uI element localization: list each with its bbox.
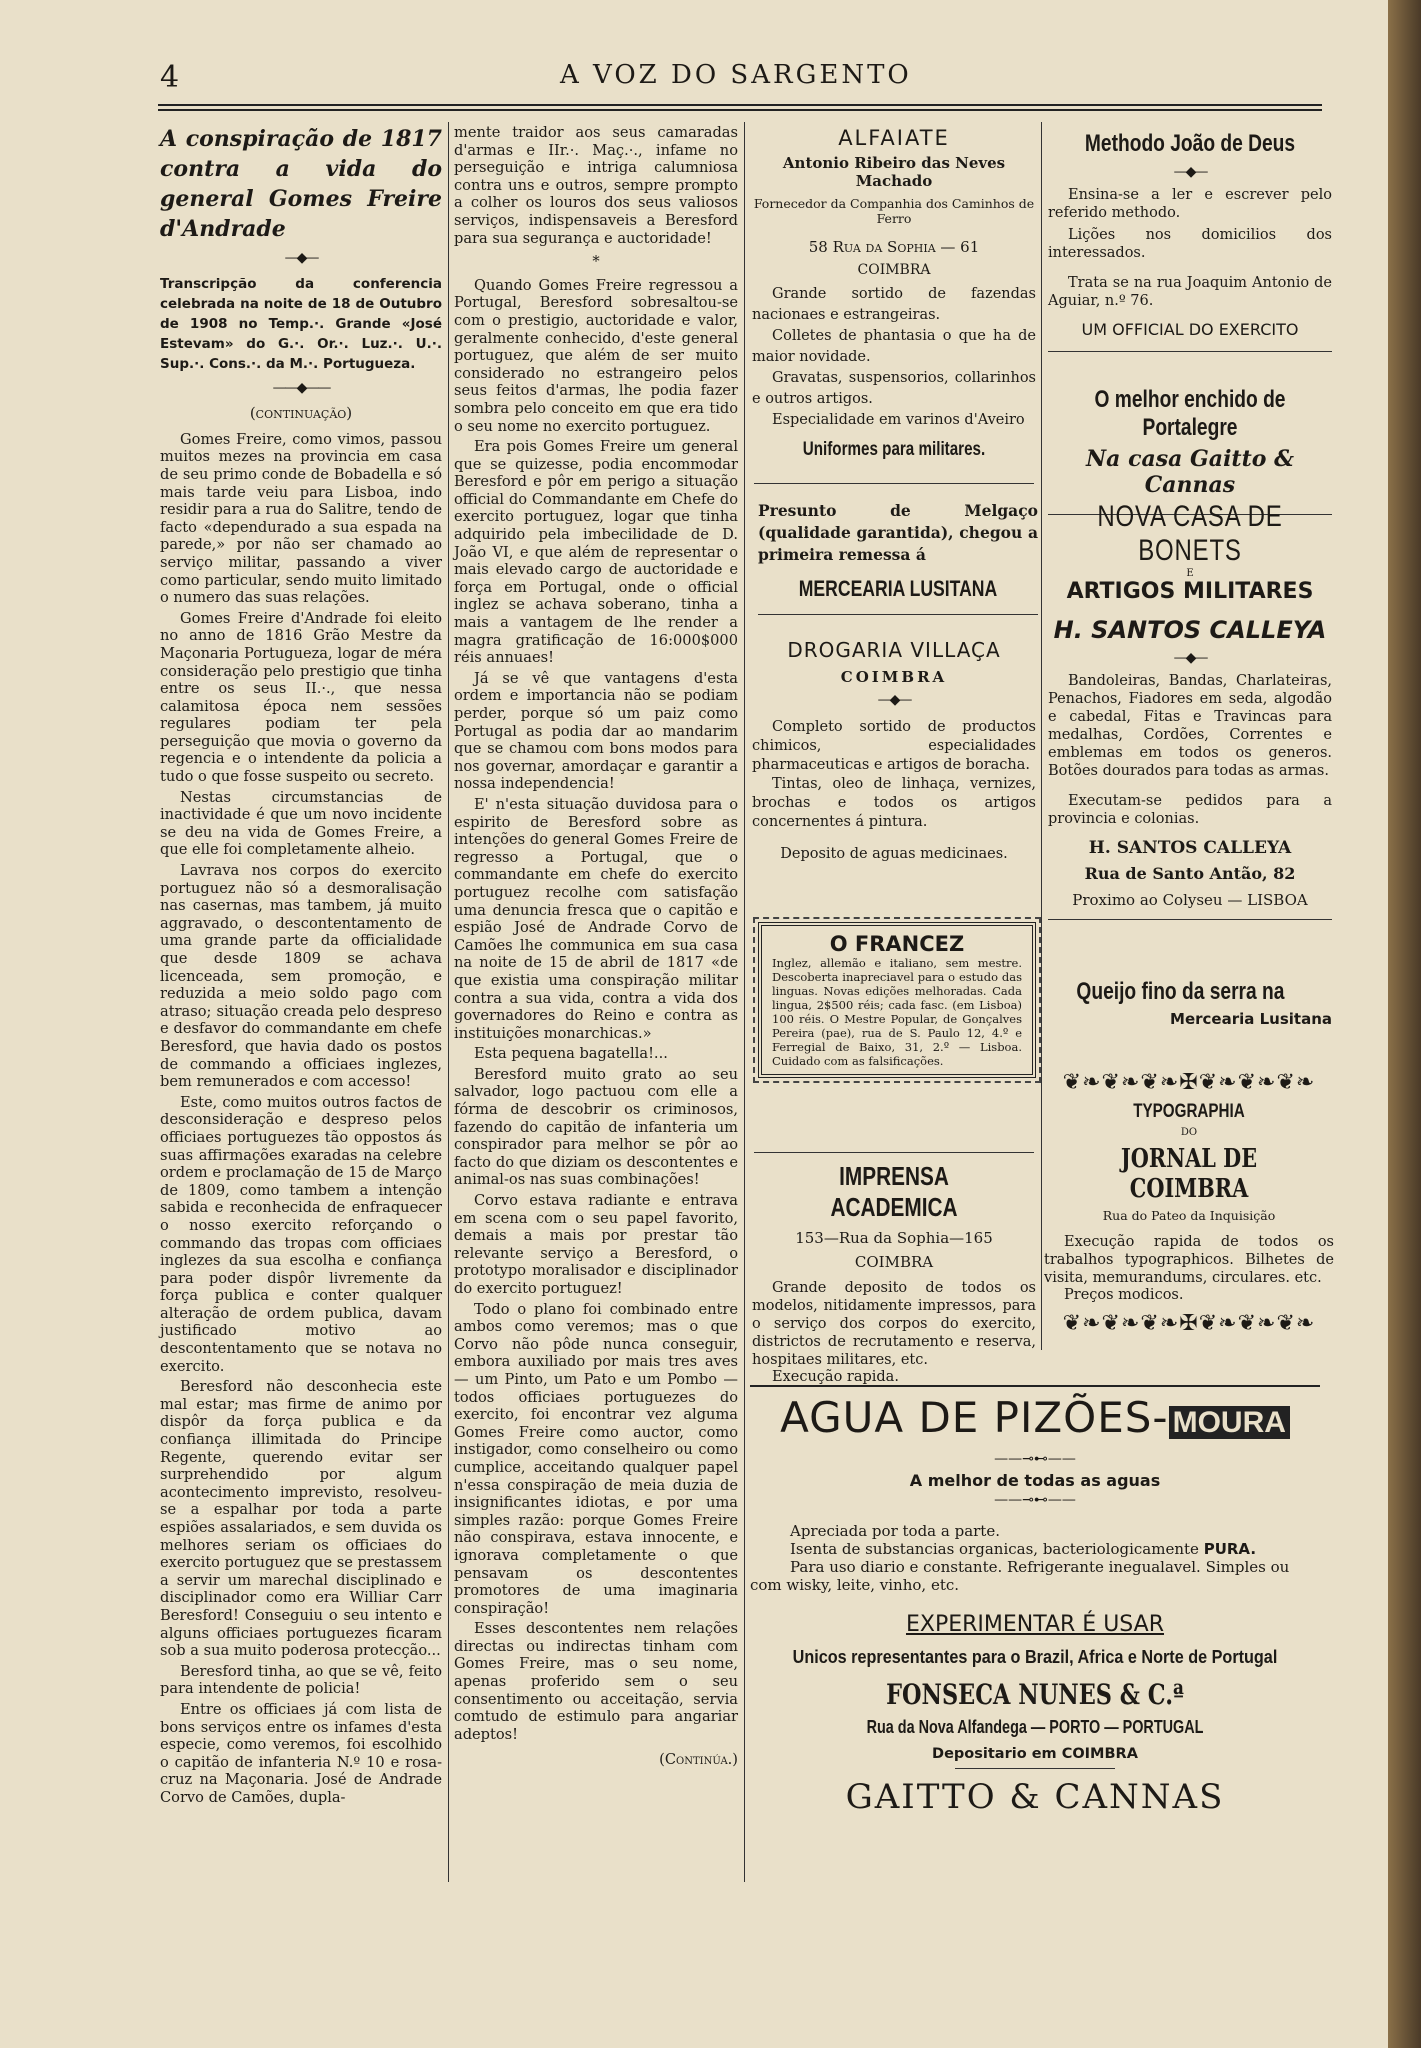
ad-metodo xyxy=(1048,130,1332,360)
ad-sub: Na casa Gaitto & Cannas xyxy=(1086,446,1294,498)
ad-signature: UM OFFICIAL DO EXERCITO xyxy=(1081,320,1299,339)
ad-brand: MOURA xyxy=(1169,1406,1290,1439)
ad-address: Rua da Nova Alfandega — PORTO — PORTUGAL xyxy=(866,1717,1204,1737)
ad-title: O FRANCEZ xyxy=(829,932,965,956)
paragraph: Corvo estava radiante e entrava em scena com o seu papel favorito, demais a mais por prestar tão relevante serviço a Beresford, o prototypo moralisador e disciplinador do exercito portuguez! xyxy=(454,1192,738,1297)
ad-cta: EXPERIMENTAR É USAR xyxy=(905,1612,1165,1637)
ad-rule xyxy=(754,483,1034,484)
ornament: ——◆—— xyxy=(272,379,330,396)
ad-text: Grande deposito de todos os modelos, nitidamente impressos, para o serviço dos corpos do exercito, districtos de recrutamento e reserva, hospitaes militares, etc. xyxy=(752,1280,1036,1368)
section-break: * xyxy=(592,253,600,271)
ornament: —◆— xyxy=(1173,164,1207,180)
page-edge xyxy=(1388,0,1421,2048)
article-subtitle: Transcripção da conferencia celebrada na noite de 18 de Outubro de 1908 no Temp.·. Grande «José Estevam» do G.·. Or.·. Luz.·. U.·. Sup.·. Cons.·. da M.·. Portugueza. xyxy=(160,275,442,372)
ad-line: Gravatas, suspensorios, collarinhos e outros artigos. xyxy=(752,370,1036,407)
ad-rule xyxy=(1048,919,1332,920)
ad-imprensa xyxy=(752,1152,1036,1385)
ad-rule xyxy=(754,1152,1034,1153)
ad-prices: Preços modicos. xyxy=(1064,1287,1184,1303)
paragraph: Este, como muitos outros factos de desconsideração e despreso pelos officiaes portuguezes tão oppostos ás suas affirmações exaradas na celebre ordem e proclamação de 15 de Março de 1809, como tambem a intenção sabida e reconhecida de enfraquecer o nosso exercito reforçando o commando das tropas com officiaes inglezes da sua escolha e confiança para poder dispôr livremente da força publica e conter qualquer alteração de ordem publica, davam justificado motivo ao descontentamento que se notava no exercito. xyxy=(160,1093,442,1375)
ad-agua xyxy=(750,1392,1320,1817)
ornament: —◆— xyxy=(877,692,911,708)
ad-line: Trata se na rua Joaquim Antonio de Aguiar, n.º 76. xyxy=(1048,275,1332,309)
ad-name: Antonio Ribeiro das Neves Machado xyxy=(782,154,1006,190)
ad-orders: Executam-se pedidos para a provincia e colonias. xyxy=(1048,793,1332,827)
ad-title: Methodo João de Deus xyxy=(1084,130,1296,157)
ad-line: Lições nos domicilios dos interessados. xyxy=(1048,227,1332,261)
ad-rule xyxy=(758,614,1038,615)
ad-rule xyxy=(750,1385,1320,1387)
ad-depot: Depositario em COIMBRA xyxy=(932,1746,1138,1762)
ad-address: 58 Rua da Sophia — 61 xyxy=(808,238,980,256)
ad-text: Bandoleiras, Bandas, Charlateiras, Penachos, Fiadores em seda, algodão e cabedal, Fitas e Travincas para medalhas, Cordões, Correntes e emblemas em todos os generos. Botões dourados para todas as armas. xyxy=(1048,673,1332,779)
ad-title: NOVA CASA DE BONETS xyxy=(1097,500,1283,567)
ad-near: Proximo ao Colyseu — LISBOA xyxy=(1072,891,1308,909)
ad-name: H. SANTOS CALLEYA xyxy=(1088,838,1292,858)
ad-rule xyxy=(955,1768,1115,1769)
ad-title: O melhor enchido de Portalegre xyxy=(1094,386,1286,441)
ad-line: Grande sortido de fazendas nacionaes e estrangeiras. xyxy=(752,286,1036,323)
paragraph: Lavrava nos corpos do exercito portuguez não só a desmoralisação nas casernas, mas tambem, já muito aggravado, o descontentamento de uma grande parte da officialidade que desde 1809 se achava licenceada, sem promoção, e reduzida a meio soldo pago com atraso; situação creada pelo despreso e desfavor do commandante em chefe Beresford, que havia dado os postos de commando a officiaes inglezes, bem remunerados e com accesso! xyxy=(160,862,442,1091)
ornament: —◆— xyxy=(284,250,318,266)
ad-title: ARTIGOS MILITARES xyxy=(1066,579,1314,604)
ornamental-border: ❦❧❦❧❦❧✠❦❧❦❧❦❧ xyxy=(1062,1070,1316,1095)
paragraph: Já se vê que vantagens d'esta ordem e importancia não se podiam perder, porque só um paiz como Portugal as podia dar ao mandarim que se chamou com bons modos para nos governar, amordaçar e garantir a nossa independencia! xyxy=(454,669,738,793)
ad-presunto xyxy=(758,500,1038,623)
ad-drogaria xyxy=(752,638,1036,862)
ad-owner: H. SANTOS CALLEYA xyxy=(1053,616,1327,644)
ad-company: FONSECA NUNES & C.ª xyxy=(886,1678,1184,1711)
ad-footer: Execução rapida. xyxy=(772,1369,899,1385)
ad-alfaiate xyxy=(752,126,1036,492)
continuation-label: (continuação) xyxy=(249,404,353,423)
ad-city: COIMBRA xyxy=(854,1253,934,1271)
ornament: ——⊸⊷—— xyxy=(994,1451,1076,1467)
column-divider-1 xyxy=(448,122,449,1882)
ad-text: Inglez, allemão e italiano, sem mestre. Descoberta inapreciavel para o estudo das linguas. Novas edições melhoradas. Cada lingua, 2$500 réis; cada fasc. (em Lisboa) 100 réis. O Mestre Popular, de Gonçalves Pereira (pae), rua de S. Paulo 12, 4.º e Ferregial de Baixo, 31, 2.º — Lisboa. Cuidado com as falsificações. xyxy=(772,956,1022,1068)
paragraph: Todo o plano foi combinado entre ambos como veremos; mas o que Corvo não pôde nunca conseguir, embora auxiliado por mais tres aves — um Pinto, um Pato e um Pombo — todos officiaes portuguezes do exercito, foi encontrar vez alguma Gomes Freire como auctor, como instigador, como conselheiro ou como cumplice, acceitando qualquer papel n'essa conspiração de meia duzia de insignificantes idiotas, e por uma simples razão: porque Gomes Freire não conspirava, estava innocente, e ignorava completamente o que pensavam os descontentes promotores de uma imaginaria conspiração! xyxy=(454,1300,738,1617)
paragraph: Era pois Gomes Freire um general que se quizesse, podia encommodar Beresford e pôr em perigo a situação official do Commandante em Chefe do exercito portuguez, logar que tinha adquirido pela imbecilidade de D. João VI, e que além de representar o mais elevado cargo de auctoridade e força em Portugal, onde o official inglez se achava soberano, tinha a mais a vantagem de lhe render a magra gratificação de 16:000$000 réis annuaes! xyxy=(454,438,738,667)
ad-title: IMPRENSA ACADEMICA xyxy=(830,1161,958,1222)
ad-line: Para uso diario e constante. Refrigerante inegualavel. Simples ou com wisky, leite, vinho, etc. xyxy=(750,1558,1290,1594)
ad-name: JORNAL DE COIMBRA xyxy=(1120,1144,1258,1204)
paragraph: Quando Gomes Freire regressou a Portugal, Beresford sobresaltou-se com o prestigio, auctoridade e valor, geralmente conhecido, d'este general portuguez, que além de ser muito considerado no estrangeiro pelos seus feitos d'armas, lhe podia fazer sombra pelo conceito em que era tido o seu nome no exercito portuguez. xyxy=(454,276,738,435)
paragraph: Beresford tinha, ao que se vê, feito para intendente de policia! xyxy=(160,1662,442,1698)
ad-bonets xyxy=(1048,500,1332,928)
paragraph: Entre os officiaes já com lista de bons serviços entre os infames d'esta especie, como veremos, foi escolhido o capitão de infanteria N.º 10 e rosa-cruz na Maçonaria. José de Andrade Corvo de Camões, dupla- xyxy=(160,1700,442,1806)
ad-address: Rua de Santo Antão, 82 xyxy=(1084,864,1296,883)
ornament: ——⊸⊷—— xyxy=(994,1492,1076,1508)
ad-rule xyxy=(1048,351,1332,352)
header-rule-2 xyxy=(158,109,1322,111)
ad-francez xyxy=(758,922,1036,1078)
ad-city: COIMBRA xyxy=(857,262,931,278)
ad-title: DROGARIA VILLAÇA xyxy=(787,638,1001,662)
ad-conj: E xyxy=(1186,568,1194,579)
paragraph: E' n'esta situação duvidosa para o espirito de Beresford sobre as intenções do general Gomes Freire de regresso a Portugal, que o commandante em chefe do exercito portuguez recolhe com satisfação uma denuncia fresca que o capitão e espião José de Andrade Corvo de Camões lhe communica em sua casa na noite de 15 de abril de 1817 «de que existia uma conspiração militar contra a sua vida, contra a vida dos governadores do Reino e contra as instituições monarchicas.» xyxy=(454,795,738,1042)
ad-line: Especialidade em varinos d'Aveiro xyxy=(772,412,1025,428)
ad-title: Queijo fino da serra na xyxy=(1076,978,1285,1005)
ad-title: ALFAIATE xyxy=(838,126,950,150)
masthead-title: A VOZ DO SARGENTO xyxy=(560,60,912,90)
article-column-1 xyxy=(160,124,442,1810)
paragraph: Gomes Freire, como vimos, passou muitos mezes na provincia em casa de seu primo conde de Bobadella e só mais tarde veiu para Lisboa, indo residir para a rua do Salitre, tendo de facto «dependurado a sua espada na parede,» por não ser chamado ao serviço militar, passando a viver como particular, sendo muito limitado o numero das suas relações. xyxy=(160,430,442,607)
ad-text: Presunto de Melgaço (qualidade garantida), chegou a primeira remessa á xyxy=(758,501,1038,564)
ornament: —◆— xyxy=(1173,650,1207,666)
ad-city: COIMBRA xyxy=(840,668,948,686)
paragraph: Esta pequena bagatella!... xyxy=(474,1045,668,1063)
ad-line: Isenta de substancias organicas, bacteriologicamente xyxy=(790,1540,1199,1558)
ad-text: Execução rapida de todos os trabalhos typographicos. Bilhetes de visita, memurandums, circulares. etc. xyxy=(1044,1234,1334,1286)
paragraph: Nestas circumstancias de inactividade é que um novo incidente se deu na vida de Gomes Freire, a que elle foi completamente alheio. xyxy=(160,788,442,859)
article-column-2 xyxy=(454,124,738,1769)
ad-deposit: Deposito de aguas medicinaes. xyxy=(780,846,1008,862)
ad-line: Ensina-se a ler e escrever pelo referido methodo. xyxy=(1048,187,1332,221)
ad-line: Apreciada por toda a parte. xyxy=(790,1522,1000,1540)
ad-supplier: Fornecedor da Companhia dos Caminhos de Ferro xyxy=(753,196,1035,226)
ad-depot-name: GAITTO & CANNAS xyxy=(845,1777,1225,1817)
continua-label: (Continúa.) xyxy=(659,1751,738,1769)
ad-line: Colletes de phantasia o que ha de maior novidade. xyxy=(752,328,1036,365)
ad-line: Completo sortido de productos chimicos, especialidades pharmaceuticas e artigos de boracha. xyxy=(752,719,1036,773)
paragraph: Beresford muito grato ao seu salvador, logo pactuou com elle a fórma de descobrir os criminosos, fazendo do capitão de infanteria um conspirador para melhor se pôr ao facto do que diziam os descontentes e animal-os nas suas combinações! xyxy=(454,1065,738,1189)
ornamental-border: ❦❧❦❧❦❧✠❦❧❦❧❦❧ xyxy=(1062,1311,1316,1336)
paragraph: Gomes Freire d'Andrade foi eleito no anno de 1816 Grão Mestre da Maçonaria Portugueza, logar de méra consideração pelo prestigio que tinha entre os seus II.·., que nessa calamitosa época nem sessões regulares podiam ter pela perseguição que movia o governo da regencia e o intendente da policia a tudo o que fosse suspeito ou secreto. xyxy=(160,609,442,786)
paragraph: Beresford não desconhecia este mal estar; mas firme de animo por dispôr da força publica e da confiança illimitada do Principe Regente, querendo evitar ser surprehendido por algum acontecimento imprevisto, resolveu-se a espalhar por toda a parte espiões assalariados, e sem duvida os melhores seriam os officiaes do exercito portuguez que se prestassem a servir um marechal disciplinado e disciplinador como era Williar Carr Beresford! Conseguiu o seu intento e alguns officiaes portuguezes ficaram sob a sua muito poderosa protecção... xyxy=(160,1378,442,1660)
paragraph: mente traidor aos seus camaradas d'armas e IIr.·. Maç.·., infame no perseguição e intriga calumniosa contra uns e outros, sempre prompto a colher os louros dos seus valiosos serviços, indispensaveis a Beresford para sua segurança e auctoridade! xyxy=(454,124,738,247)
ad-pure: PURA. xyxy=(1203,1540,1257,1558)
ad-tagline: A melhor de todas as aguas xyxy=(909,1471,1161,1490)
ad-footer: Uniformes para militares. xyxy=(802,439,986,460)
ad-title: TYPOGRAPHIA xyxy=(1133,1101,1245,1122)
ad-store: MERCEARIA LUSITANA xyxy=(798,576,998,601)
ad-address: 153—Rua da Sophia—165 xyxy=(795,1229,993,1247)
ad-reps: Unicos representantes para o Brazil, Africa e Norte de Portugal xyxy=(792,1647,1278,1667)
ad-address: Rua do Pateo da Inquisição xyxy=(1102,1208,1276,1223)
ad-typographia xyxy=(1044,1070,1334,1336)
ad-store: Mercearia Lusitana xyxy=(1170,1010,1332,1028)
ad-queijo xyxy=(1048,978,1332,1028)
ad-conj: DO xyxy=(1180,1127,1198,1138)
ad-title: AGUA DE PIZÕES- xyxy=(780,1393,1169,1442)
page-number: 4 xyxy=(160,60,180,95)
article-title: A conspiração de 1817 contra a vida do general Gomes Freire d'Andrade xyxy=(160,126,442,242)
column-divider-3 xyxy=(1041,122,1042,1350)
column-divider-2 xyxy=(744,122,745,1882)
paragraph: Esses descontentes nem relações directas ou indirectas tinham com Gomes Freire, mas o seu nome, apenas proferido sem o seu consentimento ou acceitação, servia comtudo de estimulo para angariar adeptos! xyxy=(454,1620,738,1743)
header-rule xyxy=(158,104,1322,106)
ad-line: Tintas, oleo de linhaça, vernizes, brochas e todos os artigos concernentes á pintura. xyxy=(752,776,1036,830)
